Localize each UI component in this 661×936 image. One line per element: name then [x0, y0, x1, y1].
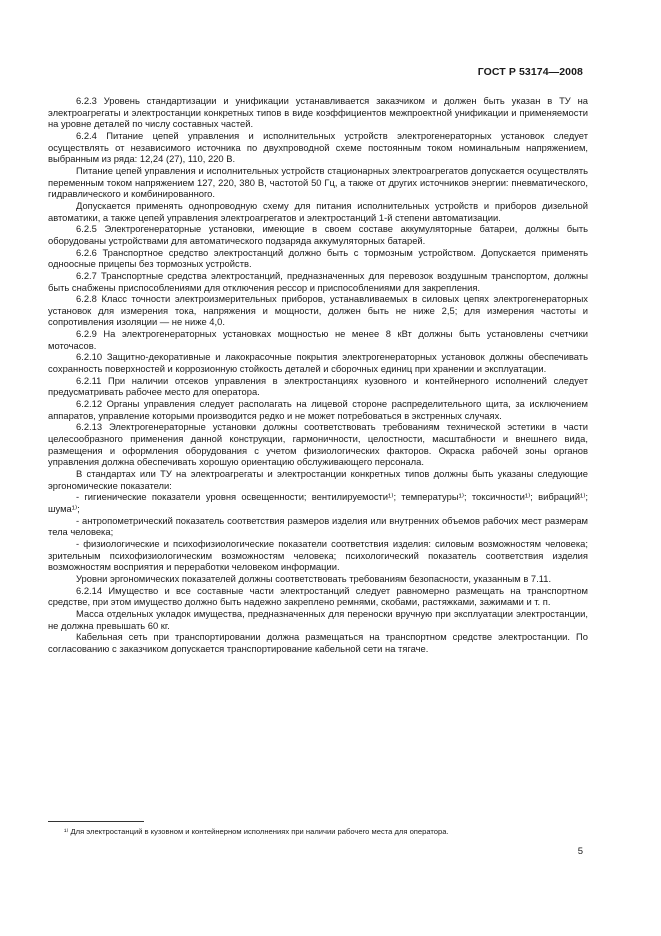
paragraph: 6.2.14 Имущество и все составные части электростанций следует равномерно размещать на транспортном средстве, при этом имущество должно быть надежно закреплено ремнями, скобами, растяжками, зажимами и т. п. [48, 584, 588, 608]
paragraph: 6.2.11 При наличии отсеков управления в электростанциях кузовного и контейнерного исполнений следует предусматривать рабочее место для оператора. [48, 374, 588, 398]
page-number: 5 [577, 846, 583, 857]
body-text [48, 95, 588, 655]
paragraph: Масса отдельных укладок имущества, предназначенных для переноски вручную при эксплуатации электростанции, не должна превышать 60 кг. [48, 607, 588, 631]
paragraph: 6.2.9 На электрогенераторных установках мощностью не менее 8 кВт должны быть установлены счетчики моточасов. [48, 328, 588, 351]
footnote-divider [48, 821, 144, 822]
paragraph: 6.2.3 Уровень стандартизации и унификации устанавливается заказчиком и должен быть указан в ТУ на электроагрегаты и электростанции конкретных типов в виде коэффициентов межпроектной унификации и применяемости на уровне деталей по числу составных частей. [48, 95, 588, 130]
paragraph: Допускается применять однопроводную схему для питания исполнительных устройств и приборов дизельной автоматики, а также цепей управления электроагрегатов и электростанций 1-й степени автоматизации. [48, 199, 588, 223]
document-header: ГОСТ Р 53174—2008 [477, 66, 583, 78]
paragraph: Уровни эргономических показателей должны соответствовать требованиям безопасности, указанным в 7.11. [76, 572, 552, 584]
paragraph: 6.2.7 Транспортные средства электростанций, предназначенных для перевозок воздушным транспортом, должны быть снабжены приспособлениями для отключения рессор и приспособлениями для закрепления. [48, 269, 588, 293]
paragraph: В стандартах или ТУ на электроагрегаты и электростанции конкретных типов должны быть указаны следующие эргономические показатели: [48, 468, 588, 491]
paragraph: 6.2.6 Транспортное средство электростанций должно быть с тормозным устройством. Допускается применять одноосные прицепы без тормозных устройств. [48, 246, 588, 270]
paragraph: Кабельная сеть при транспортировании должна размещаться на транспортном средстве электростанции. По согласованию с заказчиком допускается транспортирование кабельной сети на тягаче. [48, 631, 588, 654]
paragraph: Питание цепей управления и исполнительных устройств стационарных электроагрегатов допускается осуществлять переменным током напряжением 127, 220, 380 В, частотой 50 Гц, а также от других источников энергии: пневматического, гидравлического и комбинированного. [48, 164, 588, 200]
list-item: - антропометрический показатель соответствия размеров изделия или внутренних объемов рабочих мест размерам тела человека; [48, 514, 588, 538]
paragraph: 6.2.4 Питание цепей управления и исполнительных устройств электрогенераторных установок следует осуществлять от независимого источника по двухпроводной схеме постоянным током номинальным напряжением, выбранным из ряда: 12,24 (27), 110, 220 В. [48, 129, 588, 165]
list-item: - гигиенические показатели уровня освещенности; вентилируемости¹⁾; температуры¹⁾; токсичности¹⁾; вибраций¹⁾; шума¹⁾; [48, 491, 588, 514]
paragraph: 6.2.5 Электрогенераторные установки, имеющие в своем составе аккумуляторные батареи, должны быть оборудованы устройствами для автоматического подзаряда аккумуляторных батарей. [48, 223, 588, 246]
paragraph: 6.2.13 Электрогенераторные установки должны соответствовать требованиям технической эстетики в части целесообразного применения данной конструкции, гармоничности, целостности, масштабности и внешнего вида, размещения и оформления оборудования с учетом физиологических факторов. Окраска рабочей зоны органов управления должна обеспечивать хорошую ориентацию обслуживающего персонала. [48, 421, 588, 468]
paragraph: 6.2.12 Органы управления следует располагать на лицевой стороне распределительного щита, за исключением аппаратов, управление которыми производится редко и не может потребоваться в экстренных случаях. [48, 398, 588, 421]
paragraph: 6.2.10 Защитно-декоративные и лакокрасочные покрытия электрогенераторных установок должны обеспечивать сохранность поверхностей и коррозионную стойкость деталей и сборочных единиц при хранении и эксплуатации. [48, 351, 588, 375]
footnote: ¹⁾ Для электростанций в кузовном и контейнерном исполнениях при наличии рабочего места для оператора. [64, 827, 449, 836]
paragraph: 6.2.8 Класс точности электроизмерительных приборов, устанавливаемых в силовых цепях электрогенераторных установок для измерения тока, напряжения и мощности, должен быть не ниже 2,5; для измерения частоты и сопротивления изоляции — не ниже 4,0. [48, 293, 588, 328]
list-item: - физиологические и психофизиологические показатели соответствия изделия: силовым возможностям человека; зрительным психофизиологическим возможностям человека; психологический показатель соответствия изделия возможностям восприятия и переработки человеком информации. [48, 537, 588, 573]
